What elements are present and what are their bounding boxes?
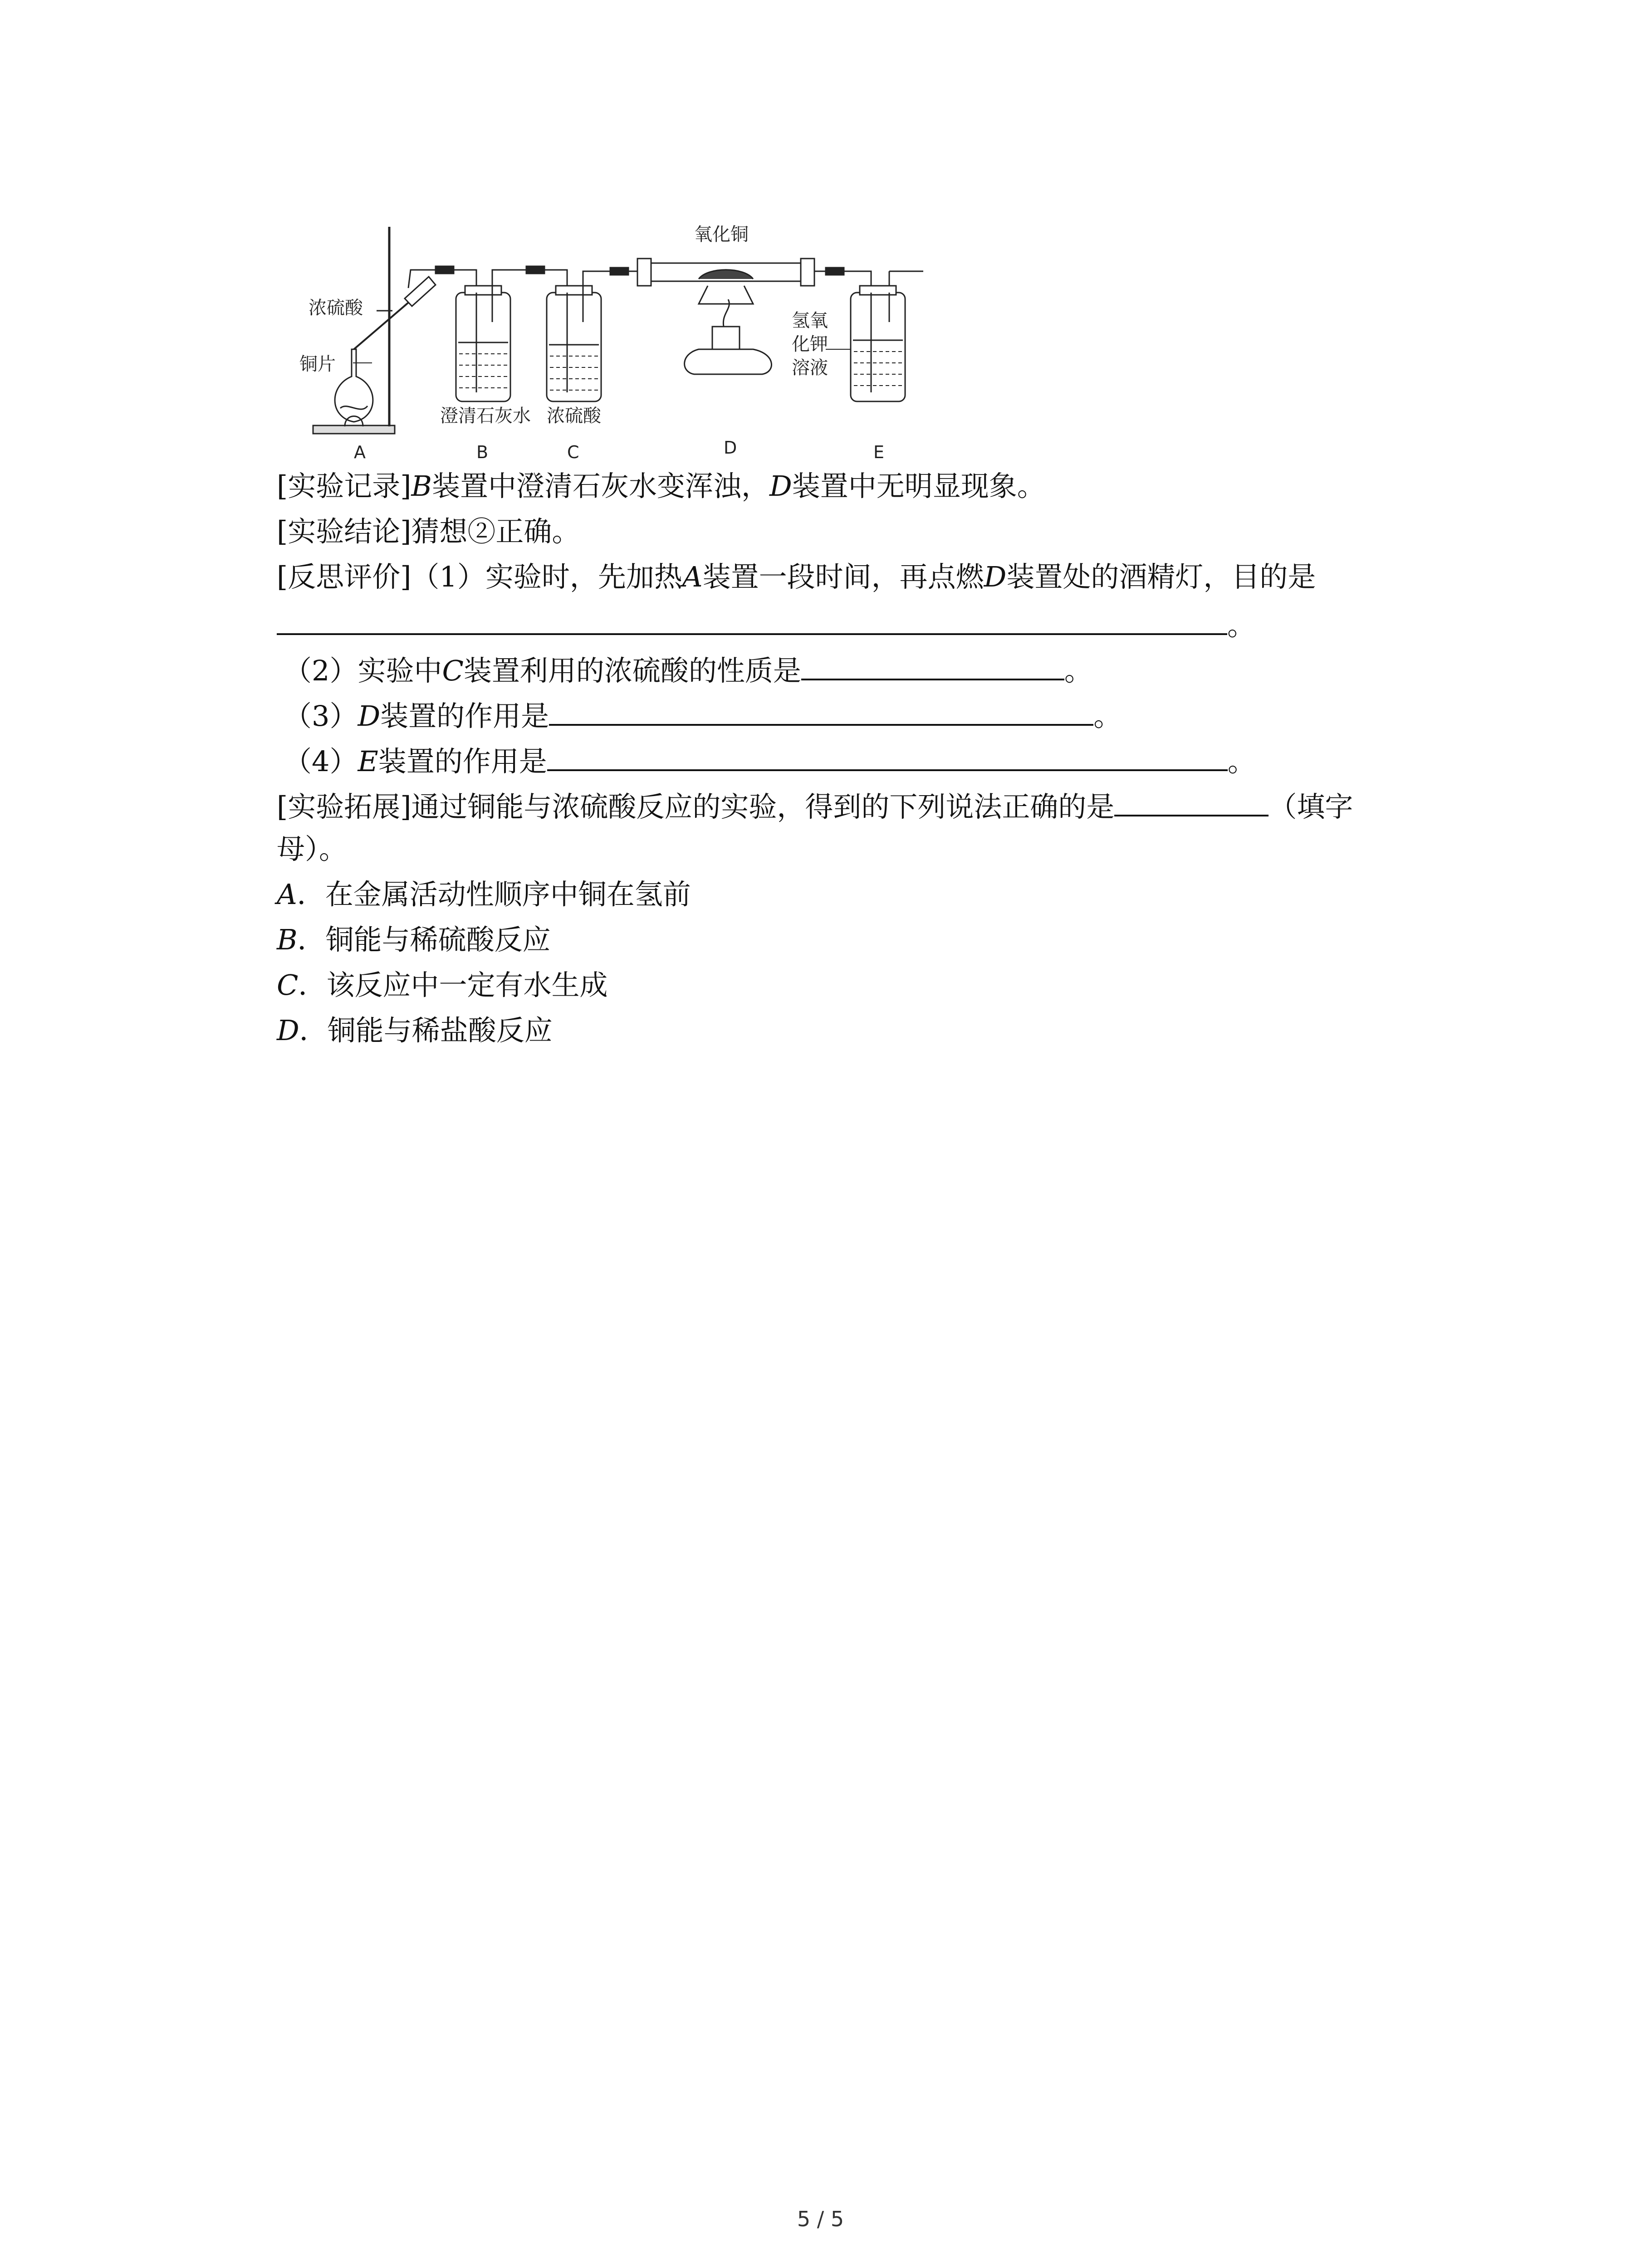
q3-text-b: 装置的作用是 (380, 699, 549, 733)
q4-end: 。 (1227, 745, 1256, 778)
option-b-letter: B (277, 923, 298, 956)
q1-d: D (984, 560, 1007, 593)
label-letter-b: B (476, 442, 489, 462)
extension-answer-blank[interactable] (1114, 786, 1269, 816)
label-koh-line1: 氢氧 (792, 310, 828, 331)
option-d-text: ．铜能与稀盐酸反应 (299, 1014, 553, 1047)
option-d-letter: D (277, 1014, 299, 1047)
q3-d: D (358, 699, 381, 733)
label-letter-d: D (724, 438, 737, 458)
q4-text-a: （4） (284, 745, 358, 778)
conclusion-text: 猜想②正确。 (411, 515, 580, 548)
label-koh-line3: 溶液 (792, 357, 828, 378)
extension-text: 通过铜能与浓硫酸反应的实验，得到的下列说法正确的是 (411, 790, 1115, 823)
reflection-q4 (284, 740, 1256, 780)
label-copper-piece: 铜片 (299, 354, 336, 375)
record-text2: 装置中无明显现象。 (792, 469, 1045, 503)
option-b-text: ．铜能与稀硫酸反应 (297, 923, 551, 956)
q1-text-a: （1）实验时，先加热 (411, 560, 682, 593)
option-a-text: ．在金属活动性顺序中铜在氢前 (297, 878, 691, 911)
reflection-q1 (277, 559, 1316, 595)
experiment-apparatus-diagram (299, 213, 926, 467)
label-letter-a: A (354, 442, 366, 462)
option-a (277, 876, 691, 913)
experiment-conclusion (277, 513, 580, 550)
page-number: 5 / 5 (797, 2207, 844, 2231)
label-conc-sulfuric-acid-a: 浓硫酸 (309, 298, 363, 318)
option-c (277, 967, 607, 1003)
extension-suffix: （填字 (1269, 790, 1353, 823)
label-letter-e: E (873, 442, 885, 462)
label-conc-sulfuric-acid-c: 浓硫酸 (547, 406, 601, 426)
record-prefix: [实验记录] (277, 469, 411, 503)
q4-text-b: 装置的作用是 (378, 745, 547, 778)
option-b (277, 922, 551, 958)
q1-a: A (682, 560, 703, 593)
reflection-prefix: [反思评价] (277, 560, 411, 593)
extension-question (277, 786, 1353, 825)
q2-text-b: 装置利用的浓硫酸的性质是 (463, 654, 801, 687)
q1-end: 。 (1227, 609, 1256, 642)
label-koh-line2: 化钾 (792, 334, 828, 355)
extension-prefix: [实验拓展] (277, 790, 411, 823)
q1-text-b: 装置一段时间，再点燃 (702, 560, 984, 593)
q3-answer-blank[interactable] (549, 695, 1093, 726)
q1-answer-blank[interactable] (277, 604, 1227, 635)
q3-end: 。 (1093, 699, 1122, 733)
conclusion-prefix: [实验结论] (277, 515, 411, 548)
extension-suffix2: 母）。 (277, 832, 348, 865)
record-b: B (411, 469, 432, 503)
q2-text-a: （2）实验中 (284, 654, 442, 687)
q3-text-a: （3） (284, 699, 358, 733)
label-limewater: 澄清石灰水 (440, 406, 531, 426)
reflection-q3 (284, 695, 1122, 734)
q1-answer-line (277, 604, 1255, 644)
record-d: D (769, 469, 792, 503)
q2-c: C (442, 654, 464, 687)
q1-text-c: 装置处的酒精灯，目的是 (1006, 560, 1316, 593)
label-letter-c: C (567, 442, 579, 462)
q4-e: E (358, 745, 378, 778)
q2-answer-blank[interactable] (801, 650, 1064, 680)
option-c-text: ．该反应中一定有水生成 (298, 968, 608, 1002)
reflection-q2 (284, 650, 1092, 689)
option-a-letter: A (277, 878, 297, 911)
record-text1: 装置中澄清石灰水变浑浊， (431, 469, 769, 503)
extension-question-cont (277, 831, 347, 867)
option-c-letter: C (277, 968, 299, 1002)
label-copper-oxide: 氧化铜 (694, 224, 749, 245)
q4-answer-blank[interactable] (547, 740, 1228, 771)
q2-end: 。 (1064, 654, 1092, 687)
option-d (277, 1012, 553, 1049)
experiment-record (277, 468, 1045, 504)
